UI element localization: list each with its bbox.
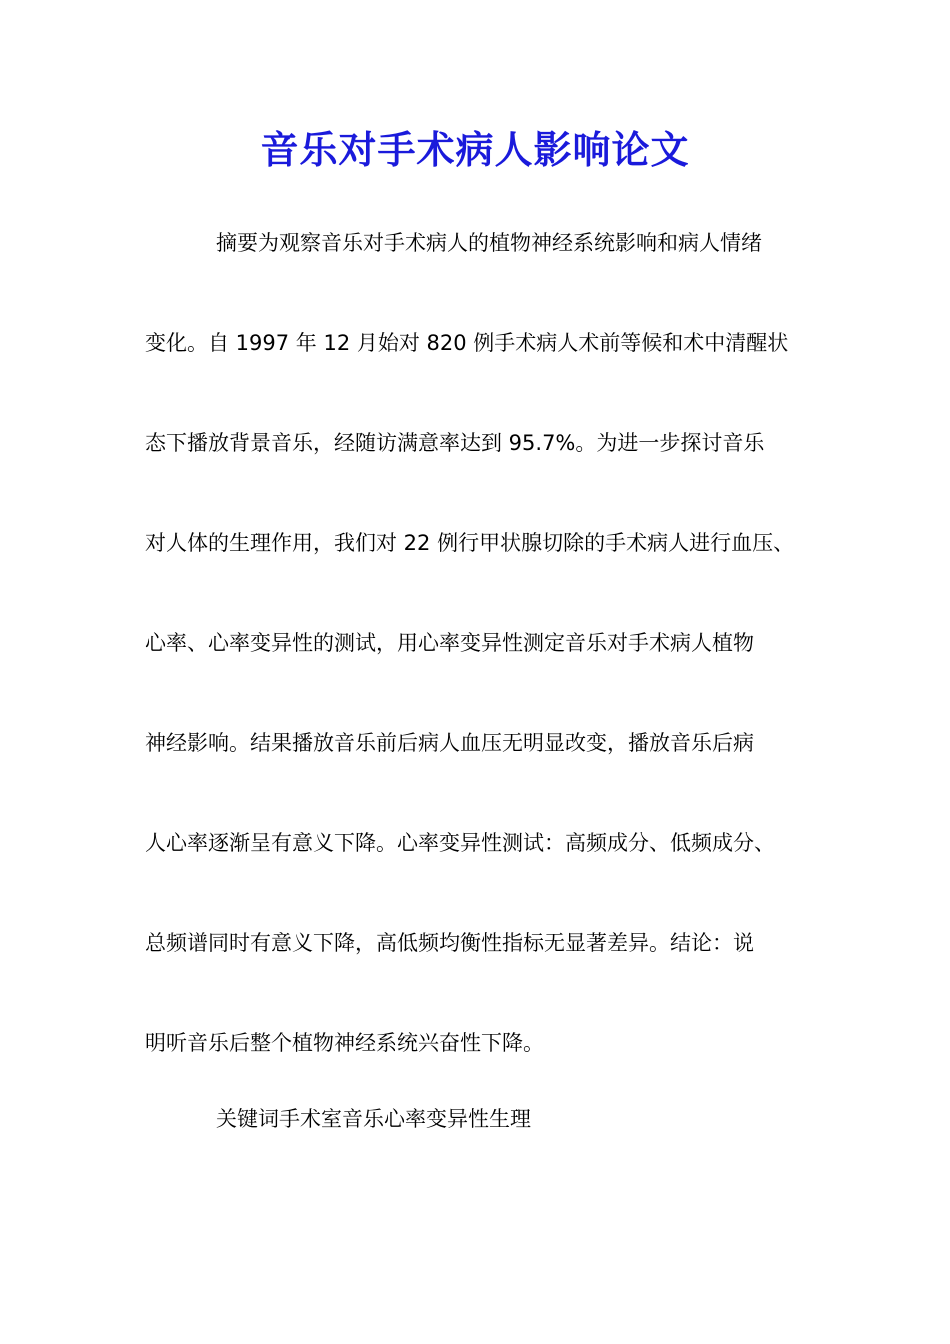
- abstract-line: 总频谱同时有意义下降，高低频均衡性指标无显著差异。结论：说: [145, 931, 754, 955]
- abstract-line: 变化。自 1997 年 12 月始对 820 例手术病人术前等候和术中清醒状: [145, 331, 789, 355]
- abstract-line: 态下播放背景音乐，经随访满意率达到 95.7%。为进一步探讨音乐: [145, 431, 765, 455]
- document-title: 音乐对手术病人影响论文: [260, 127, 690, 172]
- abstract-line: 摘要为观察音乐对手术病人的植物神经系统影响和病人情绪: [216, 231, 762, 255]
- abstract-line: 心率、心率变异性的测试，用心率变异性测定音乐对手术病人植物: [145, 631, 754, 655]
- keywords-line: 关键词手术室音乐心率变异性生理: [216, 1107, 531, 1131]
- abstract-line: 人心率逐渐呈有意义下降。心率变异性测试：高频成分、低频成分、: [145, 831, 775, 855]
- abstract-line: 对人体的生理作用，我们对 22 例行甲状腺切除的手术病人进行血压、: [145, 531, 795, 555]
- abstract-line: 明听音乐后整个植物神经系统兴奋性下降。: [145, 1031, 544, 1055]
- abstract-line: 神经影响。结果播放音乐前后病人血压无明显改变，播放音乐后病: [145, 731, 754, 755]
